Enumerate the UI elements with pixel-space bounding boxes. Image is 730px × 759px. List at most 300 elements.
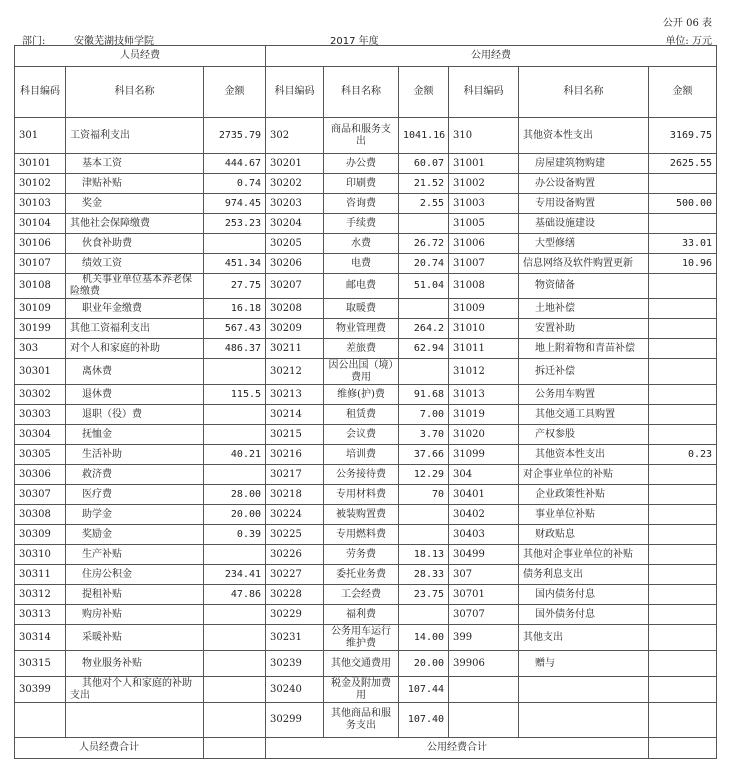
public-code-cell bbox=[266, 118, 324, 154]
public-name: 咨询费 bbox=[346, 197, 377, 209]
personnel-amount-cell bbox=[204, 465, 266, 485]
public-amount-cell bbox=[399, 565, 449, 585]
capital-name: 其他资本性支出 bbox=[523, 129, 594, 141]
capital-code-cell bbox=[449, 505, 519, 525]
personnel-code: 30302 bbox=[19, 388, 51, 400]
public-code: 30299 bbox=[270, 714, 302, 725]
personnel-name-cell bbox=[66, 154, 204, 174]
capital-name: 土地补偿 bbox=[535, 302, 576, 314]
public-amount-cell bbox=[399, 445, 449, 465]
capital-code: 31012 bbox=[453, 365, 485, 377]
personnel-code: 30312 bbox=[19, 588, 51, 600]
personnel-name-cell bbox=[66, 254, 204, 274]
personnel-name-cell bbox=[66, 359, 204, 385]
personnel-code-cell bbox=[15, 625, 66, 651]
capital-name-cell bbox=[519, 545, 649, 565]
capital-name: 国外债务付息 bbox=[535, 608, 596, 620]
personnel-name: 其他社会保障缴费 bbox=[70, 217, 150, 229]
public-amount-cell bbox=[399, 505, 449, 525]
capital-name-cell bbox=[519, 154, 649, 174]
capital-name: 拆迁补偿 bbox=[535, 365, 576, 377]
table-row bbox=[15, 425, 717, 445]
public-code: 30227 bbox=[270, 568, 302, 580]
capital-name: 公务用车购置 bbox=[535, 388, 596, 400]
capital-code-cell bbox=[449, 405, 519, 425]
public-code: 30203 bbox=[270, 197, 302, 209]
personnel-name-cell bbox=[66, 339, 204, 359]
personnel-amount-cell bbox=[204, 359, 266, 385]
totals-row bbox=[15, 738, 717, 759]
public-name-cell bbox=[324, 194, 399, 214]
capital-code-cell bbox=[449, 274, 519, 299]
capital-code-cell bbox=[449, 565, 519, 585]
personnel-code-cell bbox=[15, 545, 66, 565]
public-code-cell bbox=[266, 485, 324, 505]
personnel-name: 物业服务补贴 bbox=[82, 657, 142, 669]
capital-amount-cell bbox=[649, 299, 717, 319]
personnel-code: 30108 bbox=[19, 280, 51, 291]
personnel-amount: 486.37 bbox=[224, 342, 262, 354]
capital-name-cell bbox=[519, 445, 649, 465]
capital-code-cell bbox=[449, 677, 519, 703]
personnel-amount: 234.41 bbox=[224, 568, 262, 580]
capital-code: 30401 bbox=[453, 488, 485, 500]
personnel-amount-cell bbox=[204, 525, 266, 545]
personnel-code-cell bbox=[15, 174, 66, 194]
capital-code-cell bbox=[449, 525, 519, 545]
public-name: 维修(护)费 bbox=[337, 388, 385, 400]
personnel-name: 购房补贴 bbox=[82, 608, 122, 620]
personnel-section-title: 人员经费 bbox=[15, 46, 266, 67]
capital-code: 30403 bbox=[453, 528, 485, 540]
capital-amount-cell bbox=[649, 194, 717, 214]
personnel-total-label: 人员经费合计 bbox=[15, 738, 204, 759]
personnel-amount: 47.86 bbox=[230, 588, 262, 600]
capital-amount: 33.01 bbox=[681, 237, 713, 249]
public-amount-cell bbox=[399, 545, 449, 565]
table-row bbox=[15, 385, 717, 405]
personnel-name-cell bbox=[66, 703, 204, 738]
personnel-amount-cell bbox=[204, 425, 266, 445]
personnel-code: 30103 bbox=[19, 197, 51, 209]
public-amount-cell bbox=[399, 339, 449, 359]
capital-name-cell bbox=[519, 319, 649, 339]
public-name-cell bbox=[324, 605, 399, 625]
public-code-cell bbox=[266, 525, 324, 545]
table-row bbox=[15, 118, 717, 154]
capital-name: 信息网络及软件购置更新 bbox=[523, 257, 634, 269]
public-code-cell bbox=[266, 319, 324, 339]
personnel-name-cell bbox=[66, 174, 204, 194]
personnel-name: 伙食补助费 bbox=[82, 237, 132, 249]
public-amount: 60.07 bbox=[413, 157, 445, 169]
capital-name: 其他交通工具购置 bbox=[535, 408, 616, 420]
capital-name-cell bbox=[519, 605, 649, 625]
public-code-cell bbox=[266, 299, 324, 319]
personnel-amount: 444.67 bbox=[224, 157, 262, 169]
capital-code: 39906 bbox=[453, 657, 485, 669]
col-header-code: 科目编码 bbox=[266, 67, 324, 118]
public-code-cell bbox=[266, 174, 324, 194]
capital-name: 安置补助 bbox=[535, 322, 576, 334]
personnel-amount-cell bbox=[204, 319, 266, 339]
capital-name: 办公设备购置 bbox=[535, 177, 596, 189]
capital-name-cell bbox=[519, 299, 649, 319]
public-amount-cell bbox=[399, 651, 449, 677]
public-amount: 70 bbox=[431, 488, 445, 500]
capital-name: 赠与 bbox=[535, 657, 556, 669]
personnel-name: 离休费 bbox=[82, 365, 112, 377]
capital-amount-cell bbox=[649, 677, 717, 703]
public-code-cell bbox=[266, 445, 324, 465]
public-amount-cell bbox=[399, 299, 449, 319]
public-name-cell bbox=[324, 485, 399, 505]
personnel-amount-cell bbox=[204, 174, 266, 194]
capital-name-cell bbox=[519, 194, 649, 214]
personnel-code: 30304 bbox=[19, 428, 51, 440]
public-name: 福利费 bbox=[346, 608, 377, 620]
personnel-amount: 253.23 bbox=[224, 217, 262, 229]
personnel-amount-cell bbox=[204, 677, 266, 703]
personnel-amount: 28.00 bbox=[230, 488, 262, 500]
capital-name: 基础设施建设 bbox=[535, 217, 596, 229]
capital-name-cell bbox=[519, 214, 649, 234]
personnel-code-cell bbox=[15, 505, 66, 525]
capital-amount-cell bbox=[649, 651, 717, 677]
capital-amount: 500.00 bbox=[675, 197, 713, 209]
personnel-name: 生产补贴 bbox=[82, 548, 122, 560]
public-code-cell bbox=[266, 214, 324, 234]
capital-code: 30402 bbox=[453, 508, 485, 520]
personnel-name: 津贴补贴 bbox=[82, 177, 122, 189]
personnel-amount-cell bbox=[204, 545, 266, 565]
capital-amount-cell bbox=[649, 234, 717, 254]
col-header-amount: 金额 bbox=[399, 67, 449, 118]
personnel-amount-cell bbox=[204, 585, 266, 605]
capital-name: 房屋建筑物购建 bbox=[535, 157, 606, 169]
capital-code-cell bbox=[449, 359, 519, 385]
col-header-name: 科目名称 bbox=[66, 67, 204, 118]
personnel-name-cell bbox=[66, 525, 204, 545]
personnel-name-cell bbox=[66, 234, 204, 254]
capital-amount-cell bbox=[649, 625, 717, 651]
capital-amount-cell bbox=[649, 605, 717, 625]
personnel-amount-cell bbox=[204, 214, 266, 234]
table-row bbox=[15, 585, 717, 605]
capital-code-cell bbox=[449, 214, 519, 234]
public-code-cell bbox=[266, 339, 324, 359]
public-code: 30218 bbox=[270, 488, 302, 500]
capital-code: 30701 bbox=[453, 588, 485, 600]
public-amount-cell bbox=[399, 194, 449, 214]
public-name: 水费 bbox=[351, 237, 372, 249]
personnel-code: 30106 bbox=[19, 237, 51, 249]
public-amount-cell bbox=[399, 254, 449, 274]
capital-code-cell bbox=[449, 319, 519, 339]
capital-name: 物资储备 bbox=[535, 280, 576, 291]
public-code: 30229 bbox=[270, 608, 302, 620]
capital-name-cell bbox=[519, 174, 649, 194]
personnel-code-cell bbox=[15, 234, 66, 254]
public-code: 30224 bbox=[270, 508, 302, 520]
personnel-name-cell bbox=[66, 445, 204, 465]
personnel-amount: 27.75 bbox=[230, 280, 262, 291]
capital-amount-cell bbox=[649, 525, 717, 545]
public-amount-cell bbox=[399, 425, 449, 445]
capital-amount-cell bbox=[649, 254, 717, 274]
public-name-cell bbox=[324, 359, 399, 385]
public-name-cell bbox=[324, 234, 399, 254]
public-amount: 14.00 bbox=[413, 631, 445, 643]
public-amount: 26.72 bbox=[413, 237, 445, 249]
personnel-name: 机关事业单位基本养老保险缴费 bbox=[70, 274, 192, 297]
fiscal-year: 2017 年度 bbox=[330, 36, 379, 47]
capital-name: 事业单位补贴 bbox=[535, 508, 596, 520]
personnel-name-cell bbox=[66, 465, 204, 485]
public-name-cell bbox=[324, 214, 399, 234]
table-row bbox=[15, 214, 717, 234]
public-name-cell bbox=[324, 319, 399, 339]
personnel-code-cell bbox=[15, 274, 66, 299]
personnel-name-cell bbox=[66, 319, 204, 339]
public-code: 30206 bbox=[270, 257, 302, 269]
personnel-code: 30310 bbox=[19, 548, 51, 560]
public-name: 其他交通费用 bbox=[331, 657, 392, 669]
table-row bbox=[15, 505, 717, 525]
public-code: 30204 bbox=[270, 217, 302, 229]
personnel-code: 30104 bbox=[19, 217, 51, 229]
table-row bbox=[15, 605, 717, 625]
public-name-cell bbox=[324, 118, 399, 154]
public-code-cell bbox=[266, 605, 324, 625]
capital-name: 其他对企事业单位的补贴 bbox=[523, 548, 634, 560]
public-name-cell bbox=[324, 445, 399, 465]
public-code: 30239 bbox=[270, 657, 302, 669]
personnel-code: 301 bbox=[19, 129, 39, 141]
expenditure-table bbox=[14, 45, 717, 759]
personnel-name: 对个人和家庭的补助 bbox=[70, 342, 160, 354]
capital-code: 310 bbox=[453, 129, 473, 141]
public-name-cell bbox=[324, 339, 399, 359]
public-amount-cell bbox=[399, 359, 449, 385]
public-name: 物业管理费 bbox=[336, 322, 387, 334]
capital-code-cell bbox=[449, 703, 519, 738]
capital-code: 31002 bbox=[453, 177, 485, 189]
personnel-name-cell bbox=[66, 545, 204, 565]
public-code: 302 bbox=[270, 129, 290, 141]
public-name-cell bbox=[324, 465, 399, 485]
capital-code: 31099 bbox=[453, 448, 485, 460]
personnel-code-cell bbox=[15, 319, 66, 339]
public-total-label: 公用经费合计 bbox=[266, 738, 649, 759]
public-code-cell bbox=[266, 254, 324, 274]
capital-code-cell bbox=[449, 299, 519, 319]
capital-amount-cell bbox=[649, 585, 717, 605]
public-code: 30231 bbox=[270, 631, 302, 643]
personnel-name: 提租补贴 bbox=[82, 588, 122, 600]
personnel-amount-cell bbox=[204, 234, 266, 254]
personnel-code-cell bbox=[15, 465, 66, 485]
public-name-cell bbox=[324, 385, 399, 405]
capital-code-cell bbox=[449, 605, 519, 625]
capital-amount-cell bbox=[649, 505, 717, 525]
public-name-cell bbox=[324, 565, 399, 585]
personnel-name: 退职（役）费 bbox=[82, 408, 142, 420]
public-code: 30202 bbox=[270, 177, 302, 189]
col-header-code: 科目编码 bbox=[449, 67, 519, 118]
capital-name: 国内债务付息 bbox=[535, 588, 596, 600]
personnel-code-cell bbox=[15, 118, 66, 154]
public-name: 其他商品和服务支出 bbox=[331, 708, 392, 731]
capital-amount-cell bbox=[649, 339, 717, 359]
public-code-cell bbox=[266, 703, 324, 738]
public-code-cell bbox=[266, 651, 324, 677]
public-name-cell bbox=[324, 299, 399, 319]
personnel-code: 30313 bbox=[19, 608, 51, 620]
public-name-cell bbox=[324, 505, 399, 525]
capital-name-cell bbox=[519, 585, 649, 605]
personnel-name: 基本工资 bbox=[82, 157, 122, 169]
public-code: 30214 bbox=[270, 408, 302, 420]
capital-name-cell bbox=[519, 651, 649, 677]
personnel-name-cell bbox=[66, 485, 204, 505]
personnel-amount-cell bbox=[204, 339, 266, 359]
personnel-amount-cell bbox=[204, 118, 266, 154]
personnel-name-cell bbox=[66, 585, 204, 605]
personnel-code: 30109 bbox=[19, 302, 51, 314]
public-amount: 264.2 bbox=[413, 322, 445, 334]
personnel-amount-cell bbox=[204, 254, 266, 274]
capital-name-cell bbox=[519, 425, 649, 445]
public-amount: 18.13 bbox=[413, 548, 445, 560]
capital-amount: 10.96 bbox=[681, 257, 713, 269]
capital-code-cell bbox=[449, 465, 519, 485]
public-name: 电费 bbox=[351, 257, 372, 269]
public-name-cell bbox=[324, 625, 399, 651]
capital-code-cell bbox=[449, 545, 519, 565]
public-amount: 21.52 bbox=[413, 177, 445, 189]
public-amount-cell bbox=[399, 465, 449, 485]
table-row bbox=[15, 405, 717, 425]
capital-amount-cell bbox=[649, 118, 717, 154]
capital-name: 产权参股 bbox=[535, 428, 576, 440]
capital-amount-cell bbox=[649, 485, 717, 505]
personnel-amount-cell bbox=[204, 385, 266, 405]
table-row bbox=[15, 234, 717, 254]
capital-name-cell bbox=[519, 234, 649, 254]
public-name: 培训费 bbox=[346, 448, 377, 460]
personnel-code-cell bbox=[15, 651, 66, 677]
public-name-cell bbox=[324, 274, 399, 299]
table-row bbox=[15, 339, 717, 359]
public-name-cell bbox=[324, 585, 399, 605]
personnel-amount: 567.43 bbox=[224, 322, 262, 334]
public-name-cell bbox=[324, 703, 399, 738]
public-amount-cell bbox=[399, 234, 449, 254]
public-amount-cell bbox=[399, 703, 449, 738]
public-name: 因公出国（境）费用 bbox=[328, 359, 394, 383]
public-amount-cell bbox=[399, 485, 449, 505]
personnel-code: 30303 bbox=[19, 408, 51, 420]
personnel-amount-cell bbox=[204, 703, 266, 738]
personnel-name-cell bbox=[66, 605, 204, 625]
personnel-name-cell bbox=[66, 677, 204, 703]
capital-name-cell bbox=[519, 485, 649, 505]
public-name-cell bbox=[324, 545, 399, 565]
capital-code: 31005 bbox=[453, 217, 485, 229]
personnel-name-cell bbox=[66, 625, 204, 651]
public-amount-cell bbox=[399, 605, 449, 625]
capital-name-cell bbox=[519, 254, 649, 274]
personnel-name-cell bbox=[66, 565, 204, 585]
personnel-name: 奖励金 bbox=[82, 528, 112, 540]
personnel-code-cell bbox=[15, 359, 66, 385]
personnel-code: 30314 bbox=[19, 631, 51, 643]
public-code-cell bbox=[266, 677, 324, 703]
personnel-code-cell bbox=[15, 339, 66, 359]
public-name-cell bbox=[324, 651, 399, 677]
currency-unit: 单位: 万元 bbox=[665, 36, 712, 47]
public-name: 专用材料费 bbox=[336, 488, 387, 500]
capital-name-cell bbox=[519, 465, 649, 485]
capital-name: 大型修缮 bbox=[535, 237, 576, 249]
col-header-amount: 金额 bbox=[204, 67, 266, 118]
document-code: 公开 06 表 bbox=[662, 18, 712, 29]
public-name-cell bbox=[324, 405, 399, 425]
personnel-code: 30101 bbox=[19, 157, 51, 169]
public-name: 公务用车运行维护费 bbox=[331, 625, 392, 649]
public-amount: 51.04 bbox=[413, 280, 445, 291]
public-code-cell bbox=[266, 465, 324, 485]
public-amount: 1041.16 bbox=[403, 129, 446, 141]
public-total-amount bbox=[649, 738, 717, 759]
personnel-amount: 16.18 bbox=[230, 302, 262, 314]
table-row bbox=[15, 254, 717, 274]
public-name: 被装购置费 bbox=[336, 508, 387, 520]
col-header-name: 科目名称 bbox=[519, 67, 649, 118]
capital-amount-cell bbox=[649, 274, 717, 299]
capital-name-cell bbox=[519, 385, 649, 405]
capital-code-cell bbox=[449, 485, 519, 505]
department-name: 安徽芜湖技师学院 bbox=[74, 36, 154, 47]
capital-name: 财政贴息 bbox=[535, 528, 576, 540]
capital-code: 31006 bbox=[453, 237, 485, 249]
personnel-code: 30399 bbox=[19, 683, 51, 695]
personnel-code: 303 bbox=[19, 342, 39, 354]
personnel-amount: 115.5 bbox=[230, 388, 262, 400]
personnel-code-cell bbox=[15, 565, 66, 585]
public-code-cell bbox=[266, 585, 324, 605]
table-row bbox=[15, 274, 717, 299]
personnel-amount-cell bbox=[204, 445, 266, 465]
public-code-cell bbox=[266, 505, 324, 525]
capital-name: 对企事业单位的补贴 bbox=[523, 468, 614, 480]
personnel-code-cell bbox=[15, 194, 66, 214]
capital-name-cell bbox=[519, 274, 649, 299]
table-row bbox=[15, 174, 717, 194]
public-code-cell bbox=[266, 359, 324, 385]
capital-code: 307 bbox=[453, 568, 473, 580]
personnel-amount: 451.34 bbox=[224, 257, 262, 269]
personnel-amount: 974.45 bbox=[224, 197, 262, 209]
personnel-amount-cell bbox=[204, 194, 266, 214]
public-code-cell bbox=[266, 385, 324, 405]
capital-amount-cell bbox=[649, 465, 717, 485]
public-amount-cell bbox=[399, 319, 449, 339]
capital-code-cell bbox=[449, 174, 519, 194]
capital-code: 304 bbox=[453, 468, 473, 480]
capital-name: 债务利息支出 bbox=[523, 568, 584, 580]
